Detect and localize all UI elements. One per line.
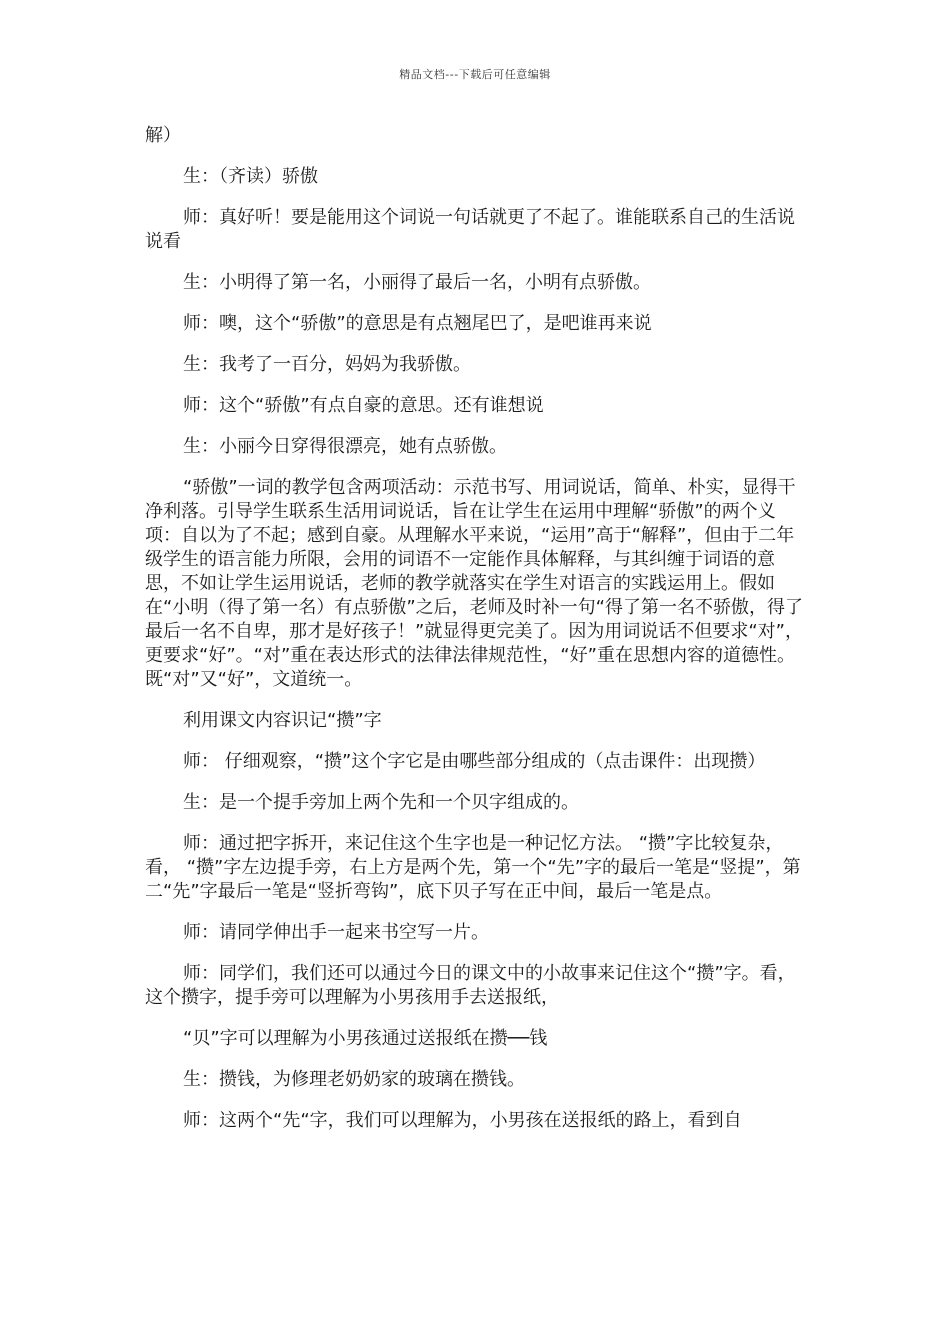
paragraph: 生：我考了一百分，妈妈为我骄傲。 [183,354,471,375]
paragraph: 师：请同学伸出手一起来书空写一片。 [183,922,489,943]
paragraph: 生：小明得了第一名，小丽得了最后一名，小明有点骄傲。 [183,272,651,293]
paragraph: 师：通过把字拆开，来记住这个生字也是一种记忆方法。 “攒”字比较复杂，看， “攒”字左边提手旁，右上方是两个先，第一个“先”字的最后一笔是“竖提”，第二“先”字最后一笔是“竖折弯钩”，底下贝子写在正中间，最后一笔是点。 [145,833,801,902]
paragraph: 解） [145,125,181,146]
paragraph: “贝”字可以理解为小男孩通过送报纸在攒──钱 [183,1028,548,1049]
section-heading: 利用课文内容识记“攒”字 [183,710,382,731]
paragraph: 师：噢，这个“骄傲”的意思是有点翘尾巴了，是吧谁再来说 [183,313,652,334]
paragraph: “骄傲”一词的教学包含两项活动：示范书写、用词说话，简单、朴实，显得干净利落。引导学生联系生活用词说话，旨在让学生在运用中理解“骄傲”的两个义项：自以为了不起；感到自豪。从理解水平来说，“运用”高于“解释”，但由于二年级学生的语言能力所限，会用的词语不一定能作具体解释，与其纠缠于词语的意思，不如让学生运用说话，老师的教学就落实在学生对语言的实践运用上。假如在“小明（得了第一名）有点骄傲”之后，老师及时补一句“得了第一名不骄傲，得了最后一名不自卑，那才是好孩子！”就显得更完美了。因为用词说话不但要求“对”，更要求“好”。“对”重在表达形式的法律法律规范性，“好”重在思想内容的道德性。既“对”又“好”，文道统一。 [145,477,803,690]
paragraph: 师：这两个“先“字，我们可以理解为，小男孩在送报纸的路上，看到自 [183,1110,742,1131]
paragraph: 生：小丽今日穿得很漂亮，她有点骄傲。 [183,436,507,457]
paragraph: 师：真好听！要是能用这个词说一句话就更了不起了。谁能联系自己的生活说说看 [145,207,795,252]
page-header: 精品文档---下载后可任意编辑 [399,68,551,81]
paragraph: 师：同学们，我们还可以通过今日的课文中的小故事来记住这个“攒”字。看，这个攒字，提手旁可以理解为小男孩用手去送报纸， [145,963,796,1008]
paragraph: 生：（齐读）骄傲 [183,166,318,187]
paragraph: 师： 仔细观察，“攒”这个字它是由哪些部分组成的（点击课件：出现攒） [183,751,766,772]
paragraph: 生：是一个提手旁加上两个先和一个贝字组成的。 [183,792,579,813]
document-body [145,124,810,1150]
paragraph: 生：攒钱，为修理老奶奶家的玻璃在攒钱。 [183,1069,525,1090]
paragraph: 师：这个“骄傲”有点自豪的意思。还有谁想说 [183,395,544,416]
